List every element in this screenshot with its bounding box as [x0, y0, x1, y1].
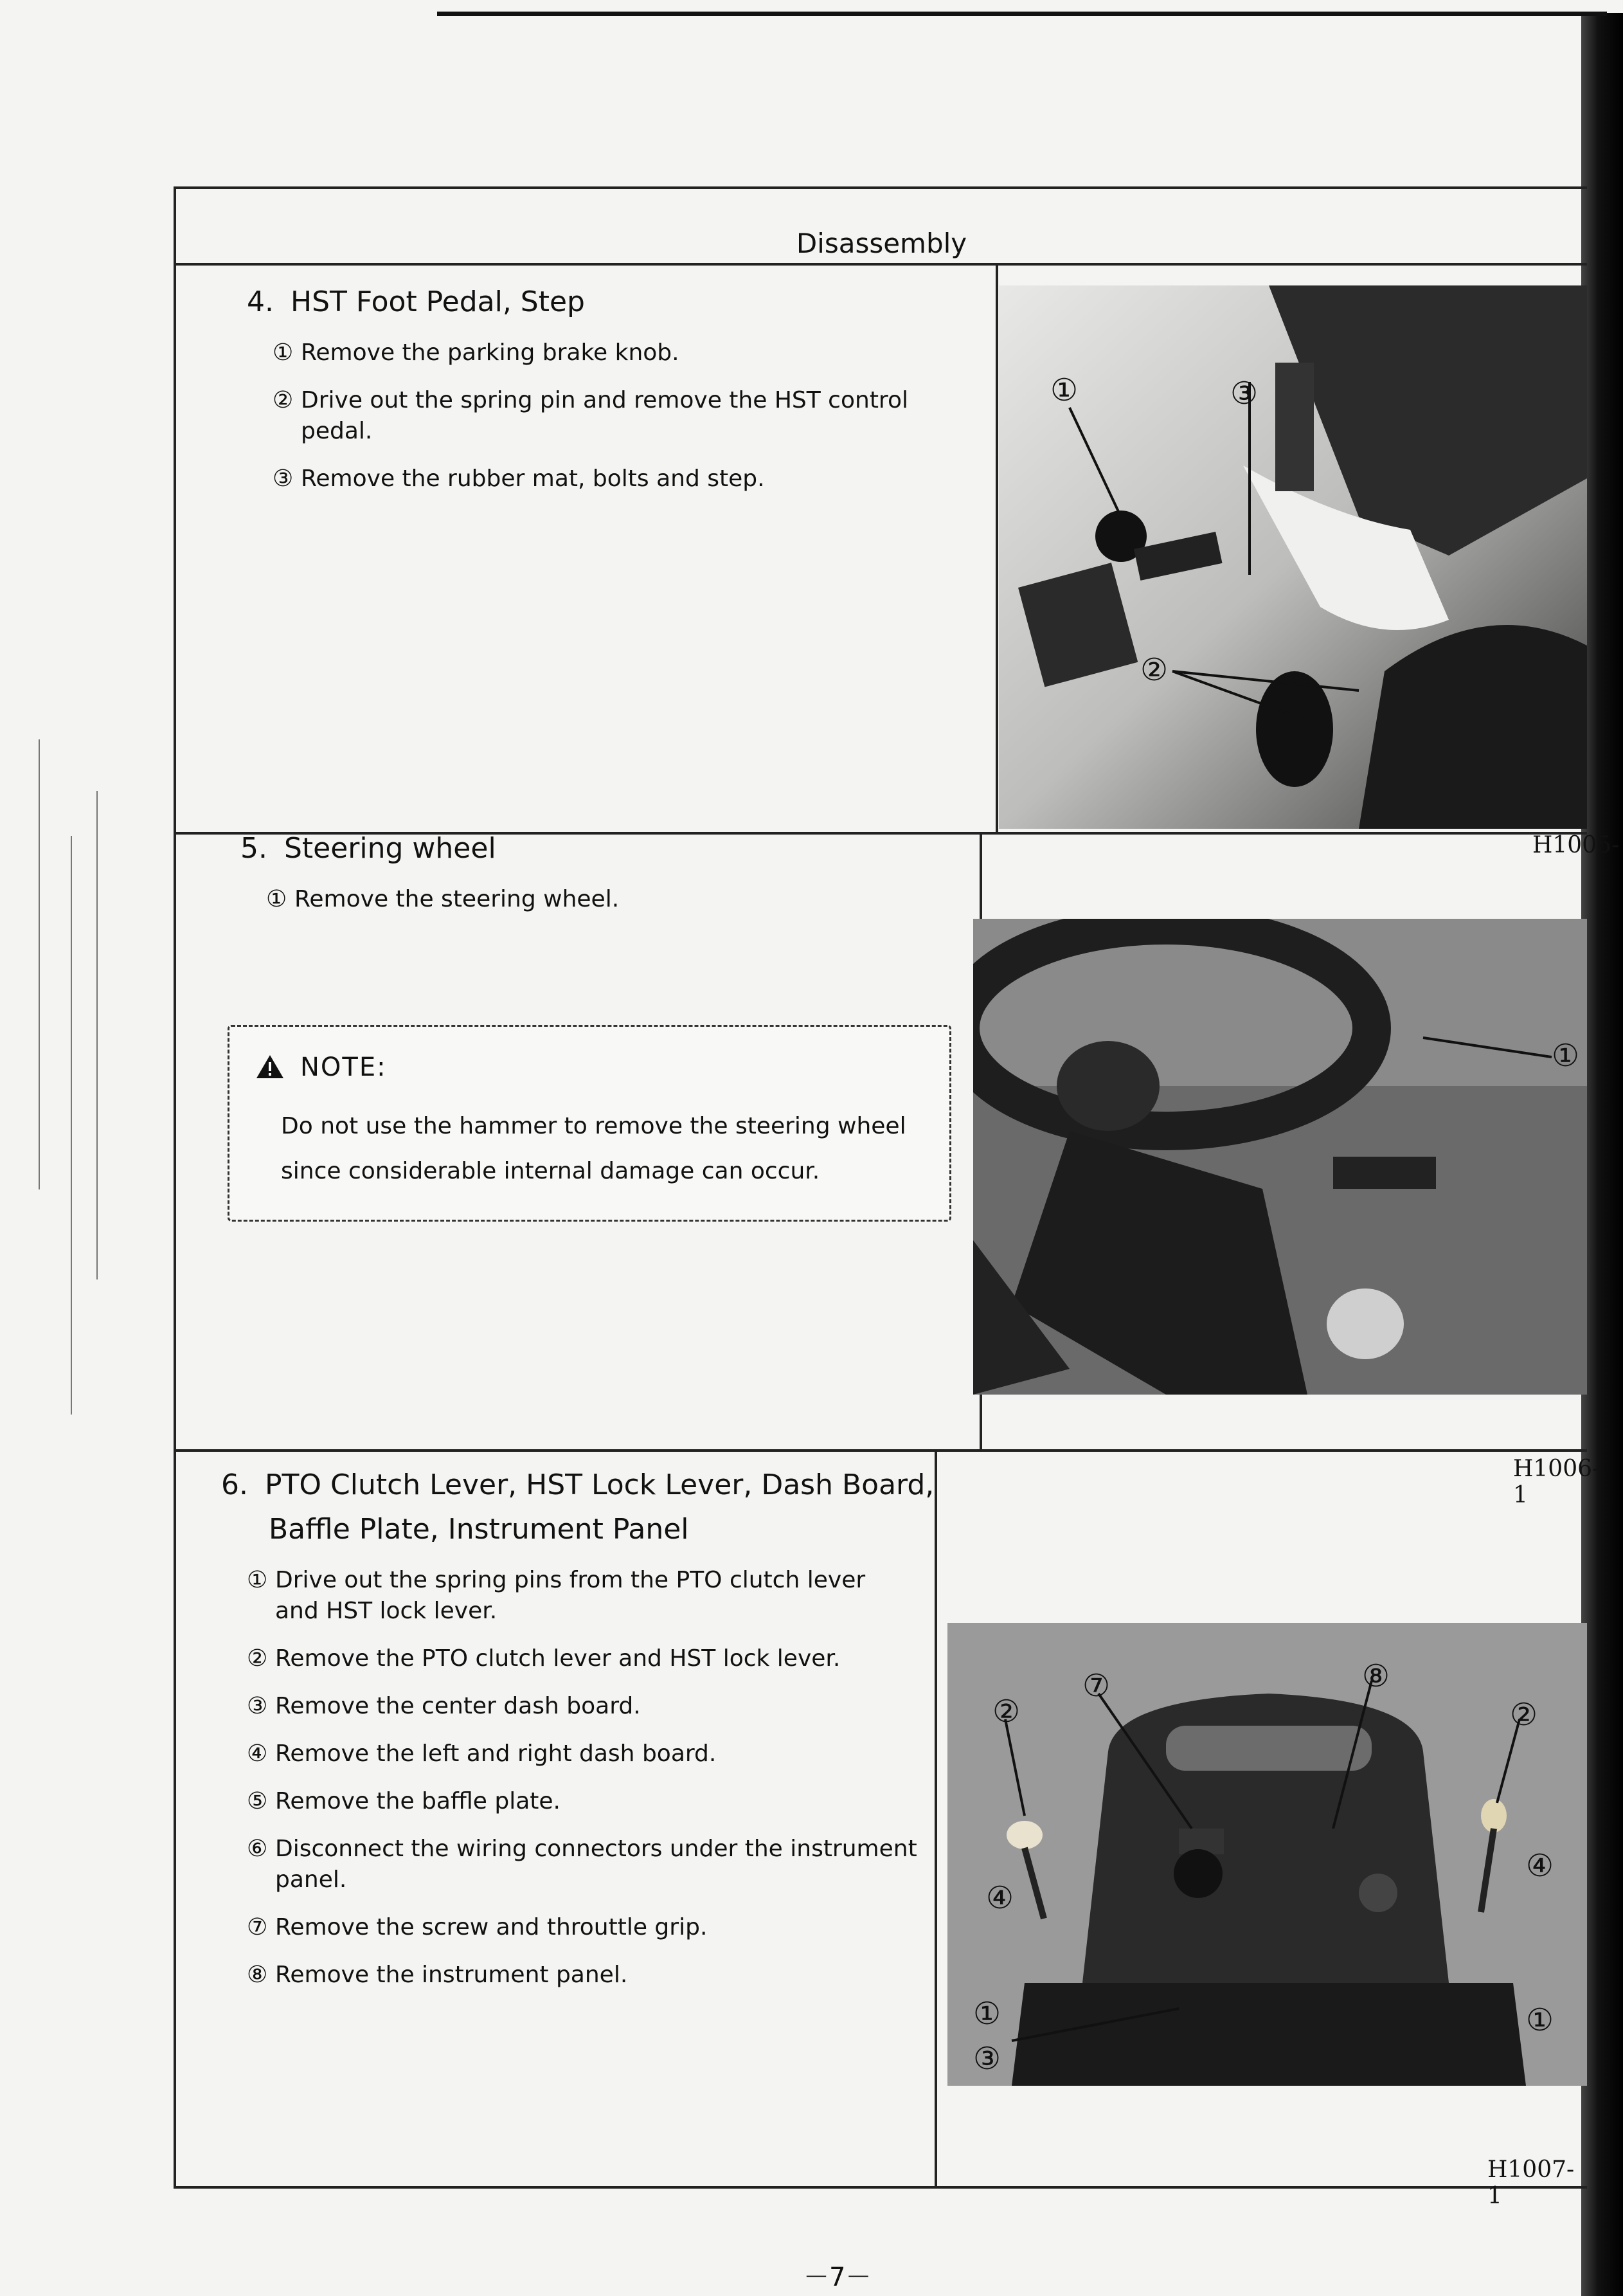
- section-4-step-3: ③ Remove the rubber mat, bolts and step.: [273, 466, 765, 492]
- warning-triangle-icon: [255, 1054, 285, 1080]
- section-6-step-3: ③ Remove the center dash board.: [247, 1693, 641, 1719]
- column-divider-1: [996, 265, 998, 832]
- section-4-title: 4. HST Foot Pedal, Step: [247, 285, 585, 318]
- section-4-step-1: ① Remove the parking brake knob.: [273, 339, 679, 366]
- section-6-step-7: ⑦ Remove the screw and throuttle grip.: [247, 1914, 708, 1940]
- figure-code-h1007: H1007-1: [1487, 2156, 1575, 2209]
- disassembly-table: [174, 186, 1620, 2209]
- callout-1-left: ①: [973, 1996, 1001, 2032]
- scan-edge-shadow: [1581, 13, 1623, 2296]
- table-bottom: [176, 2186, 1587, 2189]
- note-heading: NOTE:: [255, 1053, 387, 1082]
- note-box: [228, 1025, 951, 1222]
- photo-dash-board: [947, 1623, 1587, 2086]
- section-6-step-2: ② Remove the PTO clutch lever and HST lock lever.: [247, 1645, 841, 1672]
- page-title: Disassembly: [796, 228, 967, 259]
- callout-1: ①: [1050, 372, 1079, 408]
- callout-4-right: ④: [1526, 1848, 1554, 1884]
- table-header: [176, 189, 1587, 266]
- section-6-step-5: ⑤ Remove the baffle plate.: [247, 1788, 560, 1814]
- callout-1-right: ①: [1526, 2002, 1554, 2038]
- figure-code-h1006: H1006-1: [1513, 1456, 1601, 1508]
- section-4-step-2: ② Drive out the spring pin and remove the HST control pedal.: [273, 387, 908, 444]
- page-number: －7－: [803, 2263, 872, 2292]
- callout-2-left: ②: [992, 1694, 1021, 1730]
- section-6-step-1: ① Drive out the spring pins from the PTO clutch lever and HST lock lever.: [247, 1567, 866, 1624]
- section-5-step-1: ① Remove the steering wheel.: [266, 886, 620, 912]
- callout-8: ⑧: [1362, 1658, 1390, 1694]
- section-4: [247, 285, 986, 511]
- photo-steering-wheel: [973, 919, 1587, 1395]
- callout-2: ②: [1140, 652, 1169, 688]
- scan-margin-marks: [26, 739, 122, 1447]
- callout-3: ③: [973, 2041, 1001, 2077]
- photo-hst-foot-pedal: [999, 285, 1587, 829]
- note-text: Do not use the hammer to remove the steering wheel since considerable internal damage can occur.: [281, 1113, 906, 1184]
- callout-4-left: ④: [986, 1880, 1014, 1916]
- callout-3: ③: [1230, 375, 1259, 411]
- callout-1: ①: [1552, 1038, 1580, 1074]
- section-6-step-8: ⑧ Remove the instrument panel.: [247, 1962, 628, 1988]
- section-6-step-4: ④ Remove the left and right dash board.: [247, 1740, 717, 1767]
- row-divider-2: [176, 1449, 1587, 1452]
- section-6-title: 6. PTO Clutch Lever, HST Lock Lever, Dash Board, Baffle Plate, Instrument Panel: [221, 1469, 935, 1546]
- callout-7: ⑦: [1082, 1668, 1111, 1704]
- top-rule: [437, 12, 1607, 16]
- figure-code-h1005: H1005-: [1532, 832, 1620, 858]
- callout-2-right: ②: [1510, 1697, 1538, 1733]
- section-5: [240, 832, 973, 932]
- section-5-title: 5. Steering wheel: [240, 832, 496, 865]
- section-6-step-6: ⑥ Disconnect the wiring connectors under the instrument panel.: [247, 1836, 917, 1893]
